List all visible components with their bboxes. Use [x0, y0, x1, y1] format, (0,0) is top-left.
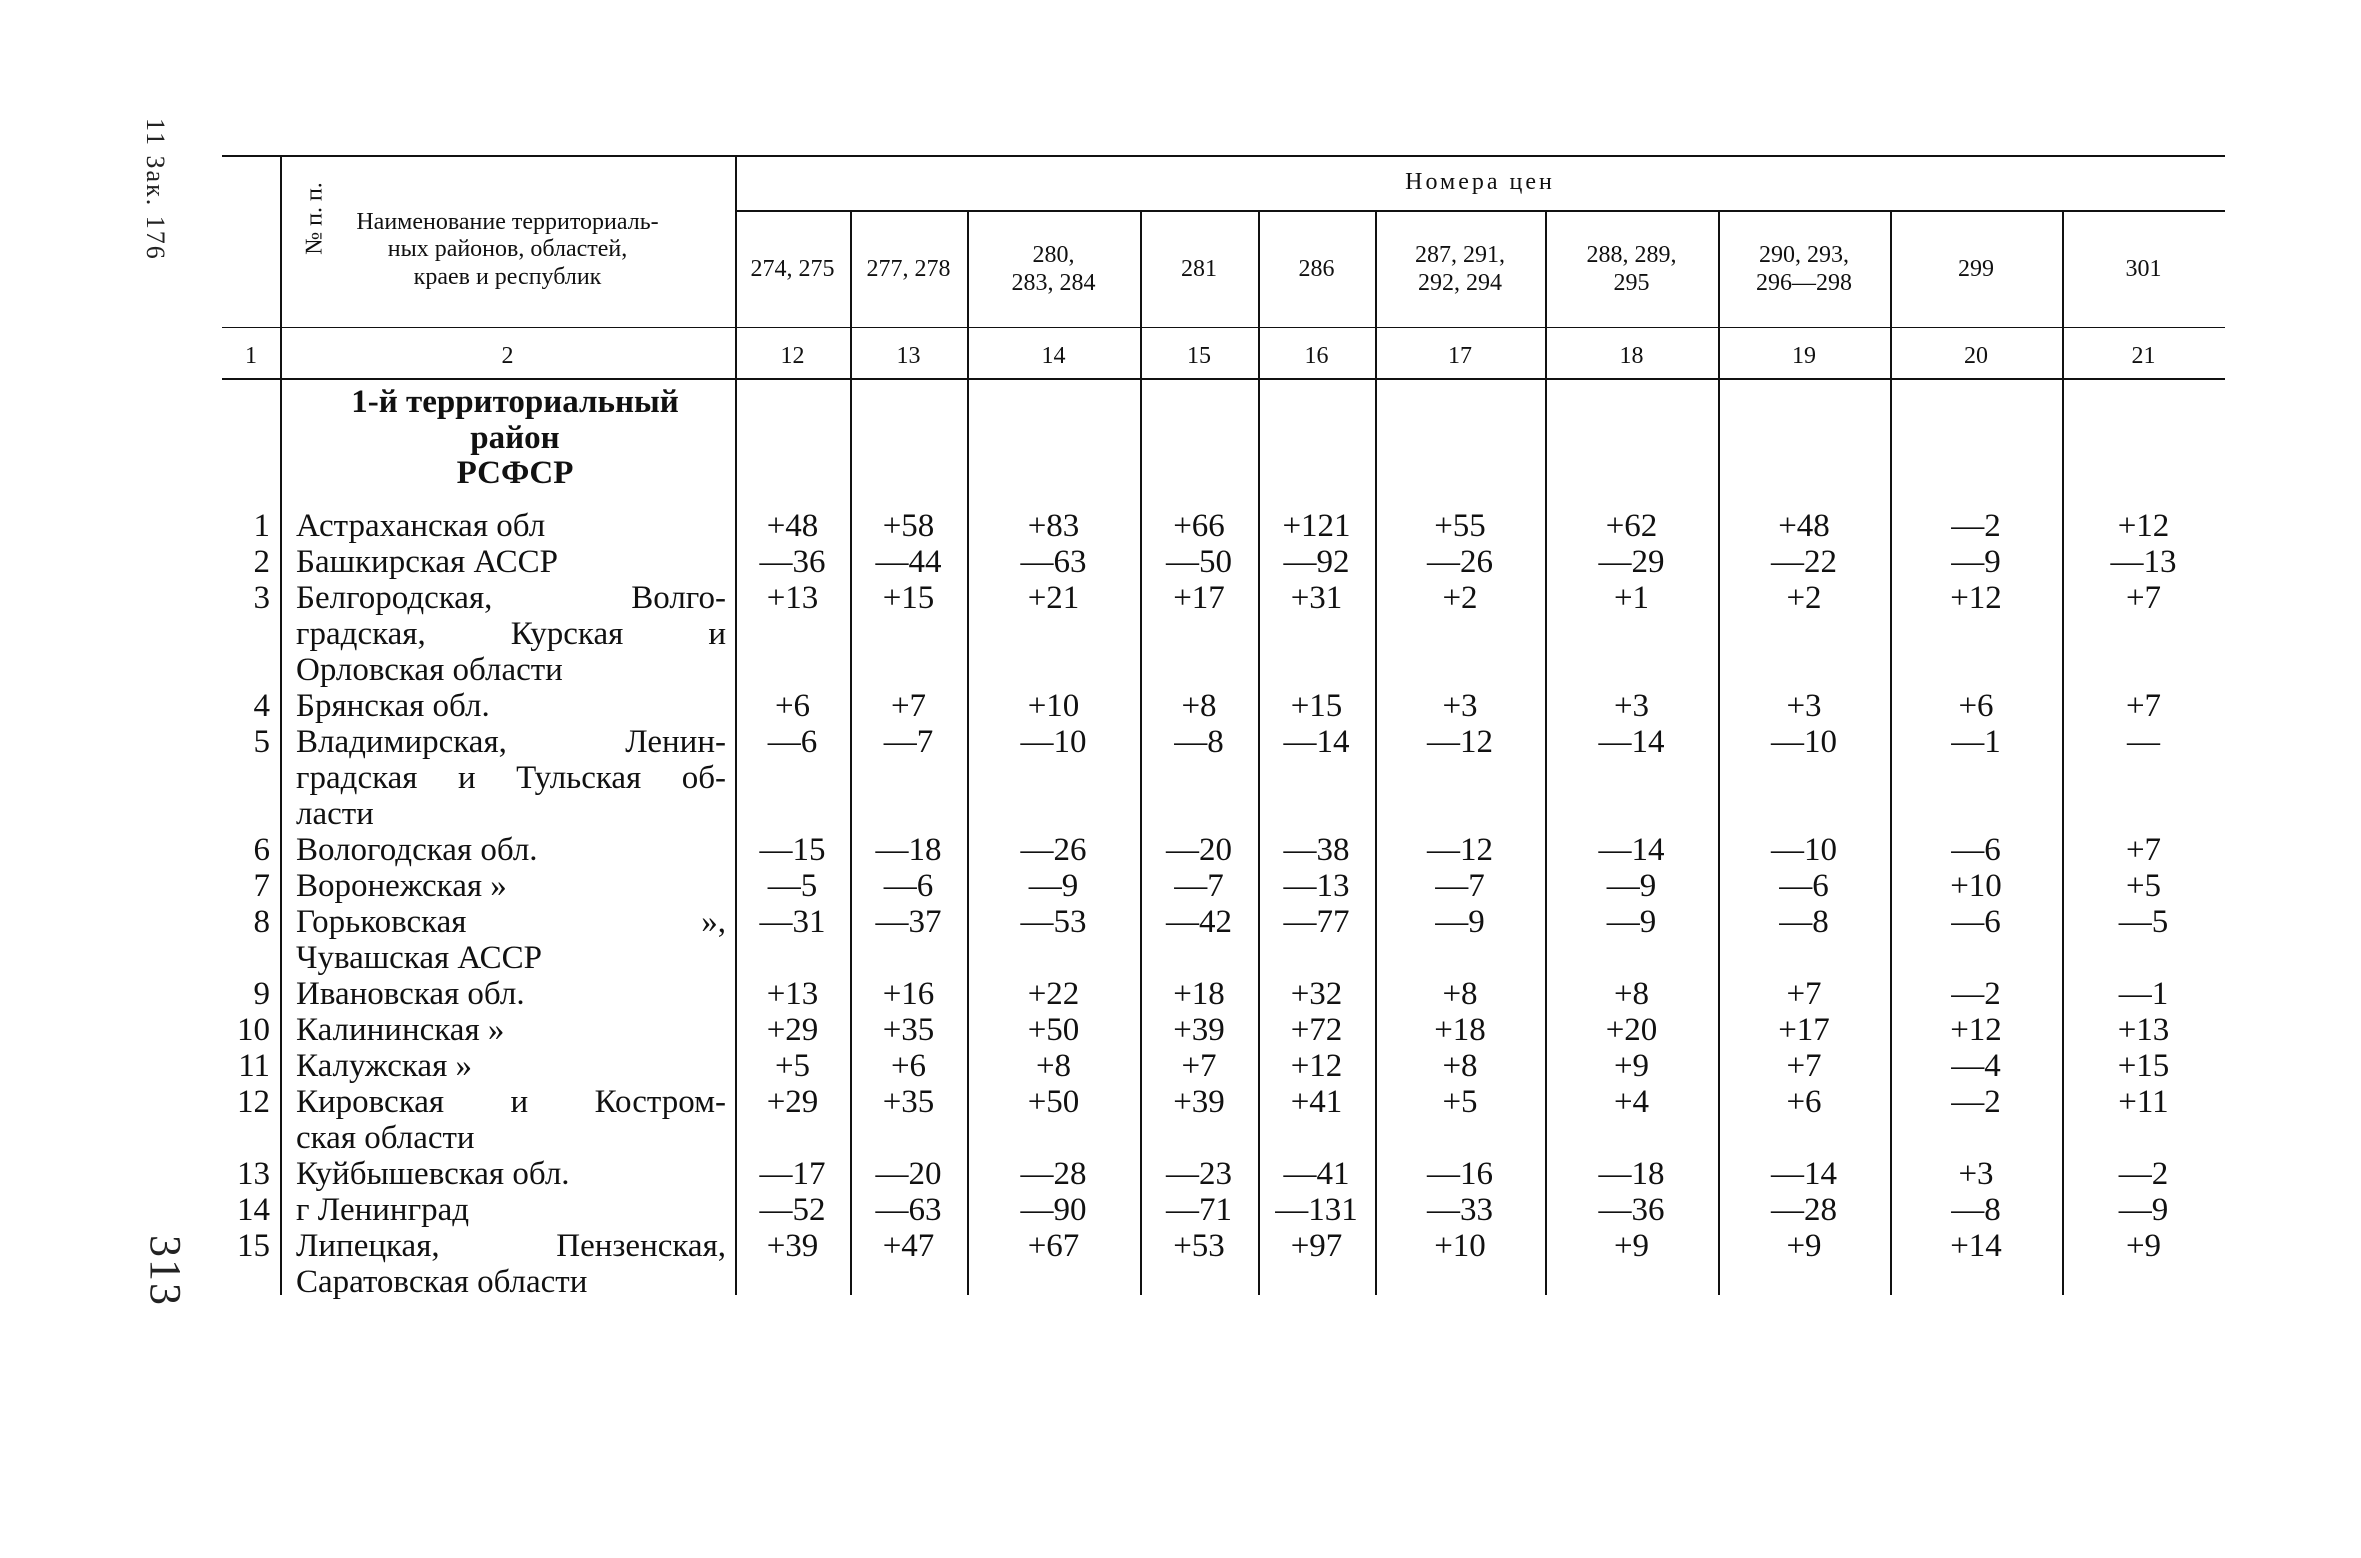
price-change-cell: —22	[1771, 544, 1837, 580]
price-change-cell: +39	[766, 1228, 819, 1264]
row-name-line: Липецкая, Пензенская,	[296, 1228, 726, 1264]
header-bottom-rule	[222, 378, 2225, 380]
price-change-cell: +14	[1950, 1228, 2002, 1264]
price-change-cell: —6	[1951, 904, 2001, 940]
price-change-cell: —17	[759, 1156, 826, 1192]
price-change-cell: +31	[1290, 580, 1343, 616]
price-change-cell: —9	[1028, 868, 1079, 904]
price-change-cell: +55	[1434, 508, 1486, 544]
price-change-cell: +97	[1290, 1228, 1343, 1264]
price-change-cell: —8	[1174, 724, 1224, 760]
price-change-cell: —12	[1427, 724, 1493, 760]
price-change-cell: +7	[1181, 1048, 1217, 1084]
row-number: 4	[253, 688, 270, 724]
column-number: 19	[1792, 343, 1816, 369]
row-number: 10	[237, 1012, 270, 1048]
price-change-cell: —41	[1283, 1156, 1350, 1192]
price-change-cell: —	[2127, 724, 2160, 760]
price-change-cell: +12	[1290, 1048, 1343, 1084]
price-change-cell: +9	[1613, 1228, 1650, 1264]
price-change-cell: +58	[882, 508, 935, 544]
price-change-cell: —1	[2118, 976, 2169, 1012]
price-change-cell: +8	[1613, 976, 1650, 1012]
column-divider	[280, 155, 282, 1295]
price-change-cell: —14	[1283, 724, 1350, 760]
price-change-cell: —29	[1598, 544, 1665, 580]
price-change-cell: —23	[1166, 1156, 1232, 1192]
price-change-cell: +2	[1442, 580, 1478, 616]
price-change-cell: +18	[1173, 976, 1225, 1012]
price-column-header: 281	[1181, 256, 1217, 283]
column-number: 17	[1448, 343, 1472, 369]
row-number: 5	[253, 724, 270, 760]
price-change-cell: +32	[1290, 976, 1343, 1012]
price-change-cell: —44	[875, 544, 942, 580]
price-change-cell: —5	[767, 868, 818, 904]
price-change-cell: —26	[1427, 544, 1493, 580]
price-change-cell: —26	[1020, 832, 1087, 868]
price-change-cell: —6	[883, 868, 934, 904]
row-name	[296, 1084, 726, 1156]
price-change-cell: —10	[1771, 724, 1837, 760]
row-number: 9	[253, 976, 270, 1012]
price-change-cell: +10	[1950, 868, 2002, 904]
price-change-cell: +13	[766, 580, 819, 616]
price-change-cell: —12	[1427, 832, 1493, 868]
column-number: 2	[501, 343, 514, 369]
price-change-cell: +3	[1958, 1156, 1994, 1192]
price-change-cell: +22	[1027, 976, 1080, 1012]
price-change-cell: +7	[2125, 580, 2162, 616]
price-change-cell: +15	[882, 580, 935, 616]
row-name-line: Горьковская »,	[296, 904, 726, 940]
price-change-cell: +12	[1950, 580, 2002, 616]
price-change-cell: +48	[766, 508, 819, 544]
row-name	[296, 1048, 726, 1084]
price-change-cell: —2	[1951, 508, 2001, 544]
price-change-cell: +72	[1290, 1012, 1343, 1048]
row-number: 2	[253, 544, 270, 580]
row-name	[296, 868, 726, 904]
price-column-header: 277, 278	[866, 256, 951, 283]
price-change-cell: —131	[1275, 1192, 1358, 1228]
price-change-cell: +4	[1613, 1084, 1650, 1120]
row-name	[296, 1012, 726, 1048]
row-name-line: Башкирская АССР	[296, 544, 559, 580]
price-change-cell: +29	[766, 1084, 819, 1120]
price-change-cell: +3	[1442, 688, 1478, 724]
table-top-rule	[222, 155, 2225, 157]
price-change-cell: —63	[1020, 544, 1087, 580]
price-change-cell: —9	[1606, 904, 1657, 940]
price-change-cell: +13	[766, 976, 819, 1012]
row-name-line: Куйбышевская обл.	[296, 1156, 570, 1192]
price-change-cell: —7	[883, 724, 934, 760]
price-change-cell: +50	[1027, 1012, 1080, 1048]
price-column-header: 286	[1298, 256, 1335, 283]
row-name	[296, 1228, 726, 1300]
column-number: 13	[896, 343, 921, 369]
price-change-cell: +8	[1442, 1048, 1478, 1084]
price-change-cell: +35	[882, 1012, 935, 1048]
price-change-cell: —6	[767, 724, 818, 760]
price-change-cell: +21	[1027, 580, 1080, 616]
price-change-cell: +12	[2117, 508, 2170, 544]
price-change-cell: —52	[759, 1192, 826, 1228]
price-change-cell: +2	[1786, 580, 1822, 616]
row-number: 15	[237, 1228, 270, 1264]
price-change-cell: —9	[1951, 544, 2001, 580]
price-change-cell: —2	[1951, 976, 2001, 1012]
price-change-cell: —14	[1598, 724, 1665, 760]
row-name-line: Калининская »	[296, 1012, 505, 1048]
price-change-cell: +7	[890, 688, 927, 724]
price-change-cell: —7	[1435, 868, 1485, 904]
price-change-cell: —8	[1779, 904, 1829, 940]
column-number: 1	[245, 343, 257, 369]
row-name-line: г Ленинград	[296, 1192, 470, 1228]
price-change-cell: +15	[2117, 1048, 2170, 1084]
row-number-header: № п. п.	[301, 182, 328, 255]
price-change-cell: +17	[1778, 1012, 1830, 1048]
row-name	[296, 544, 726, 580]
margin-note: 11 Зак. 176	[141, 118, 170, 261]
price-change-cell: —6	[1779, 868, 1829, 904]
price-change-cell: —18	[875, 832, 942, 868]
row-number: 1	[253, 508, 270, 544]
price-change-cell: +67	[1027, 1228, 1080, 1264]
header-underline	[222, 327, 2225, 328]
price-change-cell: +10	[1027, 688, 1080, 724]
column-number: 15	[1187, 343, 1211, 369]
price-change-cell: +39	[1173, 1012, 1225, 1048]
price-change-cell: +5	[2125, 868, 2162, 904]
price-column-header: 280, 283, 284	[1011, 242, 1096, 296]
price-change-cell: —92	[1283, 544, 1350, 580]
row-name-line: Чувашская АССР	[296, 940, 542, 976]
price-change-cell: —6	[1951, 832, 2001, 868]
row-name-line: Брянская обл.	[296, 688, 490, 724]
row-name	[296, 688, 726, 724]
price-change-cell: +5	[774, 1048, 811, 1084]
price-change-cell: —77	[1283, 904, 1350, 940]
price-change-cell: —36	[759, 544, 826, 580]
price-change-cell: +7	[1786, 1048, 1822, 1084]
row-name-line: Саратовская области	[296, 1264, 588, 1300]
row-name-line: Вологодская обл.	[296, 832, 538, 868]
price-change-cell: —8	[1951, 1192, 2001, 1228]
price-change-cell: +47	[882, 1228, 935, 1264]
price-change-cell: —10	[1020, 724, 1087, 760]
price-change-cell: +121	[1282, 508, 1351, 544]
price-change-cell: —33	[1427, 1192, 1493, 1228]
column-number: 21	[2131, 343, 2156, 369]
price-change-cell: —53	[1020, 904, 1087, 940]
price-change-cell: —10	[1771, 832, 1837, 868]
row-name	[296, 976, 726, 1012]
row-number: 7	[253, 868, 270, 904]
column-number: 16	[1304, 343, 1329, 369]
price-change-cell: +15	[1290, 688, 1343, 724]
price-change-cell: +50	[1027, 1084, 1080, 1120]
name-header: Наименование территориаль- ных районов, областей, краев и республик	[356, 208, 659, 290]
column-number: 20	[1964, 343, 1988, 369]
price-column-header: 290, 293, 296—298	[1756, 242, 1852, 296]
price-change-cell: —20	[875, 1156, 942, 1192]
price-change-cell: —36	[1598, 1192, 1665, 1228]
row-name	[296, 508, 726, 544]
price-change-cell: —16	[1427, 1156, 1493, 1192]
row-name-line: ская области	[296, 1120, 475, 1156]
row-name-line: Орловская области	[296, 652, 563, 688]
row-number: 13	[237, 1156, 270, 1192]
row-name-line: Воронежская »	[296, 868, 507, 904]
price-column-header: 288, 289, 295	[1586, 242, 1677, 296]
price-change-cell: +9	[1786, 1228, 1822, 1264]
row-number: 11	[238, 1048, 270, 1084]
column-number: 18	[1619, 343, 1644, 369]
price-column-header: 287, 291, 292, 294	[1415, 242, 1505, 296]
row-number: 8	[253, 904, 270, 940]
price-change-cell: +17	[1173, 580, 1225, 616]
column-number: 12	[780, 343, 805, 369]
price-change-cell: +13	[2117, 1012, 2170, 1048]
price-change-cell: —50	[1166, 544, 1232, 580]
row-number: 14	[237, 1192, 270, 1228]
price-change-cell: —42	[1166, 904, 1232, 940]
price-change-cell: +66	[1173, 508, 1225, 544]
price-change-cell: —38	[1283, 832, 1350, 868]
price-change-cell: +9	[2125, 1228, 2162, 1264]
row-name-line: Астраханская обл	[296, 508, 546, 544]
price-change-cell: +6	[890, 1048, 927, 1084]
row-name	[296, 1156, 726, 1192]
price-change-cell: +48	[1778, 508, 1830, 544]
price-change-cell: +39	[1173, 1084, 1225, 1120]
row-name	[296, 580, 726, 688]
price-change-cell: +41	[1290, 1084, 1343, 1120]
section-title: 1-й территориальный район РСФСР	[351, 384, 679, 492]
row-name-line: Кировская и Костром-	[296, 1084, 726, 1120]
price-change-cell: —14	[1771, 1156, 1837, 1192]
price-change-cell: +7	[2125, 832, 2162, 868]
column-number: 14	[1041, 343, 1066, 369]
price-change-cell: +12	[1950, 1012, 2002, 1048]
price-change-cell: +8	[1035, 1048, 1072, 1084]
row-name-line: градская и Тульская об-	[296, 760, 726, 796]
price-column-header: 299	[1958, 256, 1994, 283]
price-change-cell: —90	[1020, 1192, 1087, 1228]
price-change-cell: +1	[1613, 580, 1650, 616]
price-change-cell: +6	[1786, 1084, 1822, 1120]
price-change-cell: —13	[1283, 868, 1350, 904]
price-change-cell: —71	[1166, 1192, 1232, 1228]
price-change-cell: —13	[2110, 544, 2177, 580]
price-change-cell: +20	[1605, 1012, 1658, 1048]
row-name-line: Владимирская, Ленин-	[296, 724, 726, 760]
price-change-cell: —14	[1598, 832, 1665, 868]
price-change-cell: +53	[1173, 1228, 1225, 1264]
price-change-cell: —7	[1174, 868, 1224, 904]
price-change-cell: —31	[759, 904, 826, 940]
price-change-cell: —5	[2118, 904, 2169, 940]
row-name-line: Ивановская обл.	[296, 976, 525, 1012]
price-change-cell: —9	[1606, 868, 1657, 904]
price-change-cell: +10	[1434, 1228, 1486, 1264]
row-name-line: Калужская »	[296, 1048, 473, 1084]
price-change-cell: +7	[2125, 688, 2162, 724]
row-name-line: ласти	[296, 796, 374, 832]
price-change-cell: —15	[759, 832, 826, 868]
price-change-cell: +3	[1786, 688, 1822, 724]
row-name	[296, 724, 726, 832]
prices-group-header: Номера цен	[1405, 168, 1555, 195]
price-change-cell: +35	[882, 1084, 935, 1120]
price-change-cell: +11	[2118, 1084, 2169, 1120]
group-rule	[735, 210, 2225, 212]
row-name-line: Белгородская, Волго-	[296, 580, 726, 616]
price-change-cell: +5	[1442, 1084, 1478, 1120]
price-change-cell: +29	[766, 1012, 819, 1048]
price-change-cell: +6	[774, 688, 811, 724]
row-number: 12	[237, 1084, 270, 1120]
price-change-cell: +8	[1181, 688, 1217, 724]
price-change-cell: —9	[2118, 1192, 2169, 1228]
price-change-cell: +6	[1958, 688, 1994, 724]
row-name	[296, 832, 726, 868]
price-change-cell: —20	[1166, 832, 1232, 868]
price-change-cell: +62	[1605, 508, 1658, 544]
price-change-cell: +8	[1442, 976, 1478, 1012]
price-change-cell: +3	[1613, 688, 1650, 724]
row-name-line: градская, Курская и	[296, 616, 726, 652]
price-change-cell: +18	[1434, 1012, 1486, 1048]
price-change-cell: +9	[1613, 1048, 1650, 1084]
price-change-cell: +16	[882, 976, 935, 1012]
row-number: 3	[253, 580, 270, 616]
price-column-header: 301	[2125, 256, 2162, 283]
row-name	[296, 904, 726, 976]
price-change-cell: —28	[1020, 1156, 1087, 1192]
price-change-cell: +83	[1027, 508, 1080, 544]
row-number: 6	[253, 832, 270, 868]
price-column-header: 274, 275	[750, 256, 835, 283]
page-number: 313	[141, 1235, 190, 1307]
price-change-cell: —18	[1598, 1156, 1665, 1192]
price-change-cell: —9	[1435, 904, 1485, 940]
price-change-cell: +7	[1786, 976, 1822, 1012]
price-change-cell: —37	[875, 904, 942, 940]
price-change-cell: —2	[2118, 1156, 2169, 1192]
price-change-cell: —4	[1951, 1048, 2001, 1084]
price-change-cell: —63	[875, 1192, 942, 1228]
price-change-cell: —1	[1951, 724, 2001, 760]
price-change-cell: —28	[1771, 1192, 1837, 1228]
row-name	[296, 1192, 726, 1228]
price-change-cell: —2	[1951, 1084, 2001, 1120]
